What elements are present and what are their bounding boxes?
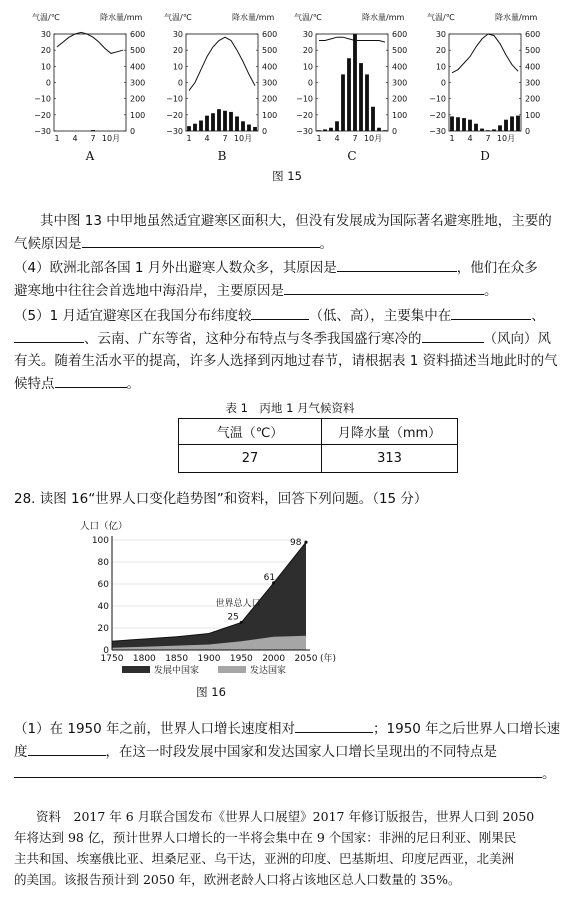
- precip-bar: [193, 124, 197, 131]
- q5-line4-text: 候特点: [14, 375, 55, 392]
- month-tick-label: 10月: [363, 134, 383, 143]
- temp-axis-label: 气温/℃: [294, 13, 322, 22]
- precip-tick-label: 600: [262, 30, 278, 39]
- month-tick-label: 7: [222, 134, 228, 143]
- plot-frame: [316, 34, 388, 131]
- temperature-curve: [189, 37, 255, 90]
- figure-15-caption: 图 15: [272, 169, 302, 183]
- precip-bar: [492, 129, 496, 131]
- month-tick-label: 1: [316, 134, 322, 143]
- q5-line1-mid: （低、高），主要集中在: [309, 308, 452, 324]
- temperature-curve: [57, 32, 123, 53]
- q28-text: 28. 读图 16“世界人口变化趋势图”和资料，回答下列问题。（15 分）: [14, 491, 428, 507]
- fig13-line2-end: 。: [319, 235, 333, 252]
- precip-bar: [377, 128, 381, 131]
- temp-tick-label: −20: [34, 110, 51, 120]
- precip-bar: [329, 128, 333, 131]
- fig13-line1: 其中图 13 中甲地虽然适宜避寒区面积大，但没有发展成为国际著名避寒胜地，主要的: [40, 213, 552, 229]
- precip-bar: [187, 126, 191, 131]
- month-tick-label: 7: [352, 134, 358, 143]
- material-line1: 资料 2017 年 6 月联合国发布《世界人口展望》2017 年修订版报告，世界人口到 2050: [36, 809, 535, 824]
- answer-blank-q5-wind[interactable]: [422, 328, 484, 343]
- precip-bar: [510, 116, 514, 131]
- temp-tick-label: −20: [166, 110, 183, 120]
- table-header-row: [179, 419, 458, 445]
- precip-bar: [474, 124, 478, 131]
- question-28-1: [14, 718, 570, 786]
- temperature-curve: [452, 34, 518, 73]
- precip-tick-label: 200: [525, 94, 541, 104]
- precip-bar: [91, 130, 95, 131]
- precip-tick-label: 0: [262, 127, 268, 136]
- precip-tick-label: 300: [392, 78, 408, 88]
- x-tick-label: 2050: [294, 654, 318, 664]
- month-tick-label: 10月: [496, 134, 516, 143]
- precip-tick-label: 400: [525, 62, 541, 72]
- legend-label-developed: 发达国家: [250, 666, 287, 676]
- q28-1-line1-tail: ；1950 年之后世界人口增长速: [373, 721, 561, 737]
- climate-chart-a: [30, 0, 165, 165]
- precip-tick-label: 200: [262, 94, 278, 104]
- series-label-total: 世界总人口: [215, 599, 261, 609]
- q28-1-line2-tail: ，在这一时段发展中国家和发达国家人口增长呈现出的不同特点是: [105, 743, 497, 760]
- precip-tick-label: 200: [130, 94, 146, 104]
- y-tick-label: 80: [97, 558, 109, 568]
- chart-letter-label: A: [85, 149, 95, 163]
- month-tick-label: 4: [334, 134, 340, 143]
- table-cell-precip: 313: [322, 445, 458, 473]
- temp-axis-label: 气温/℃: [164, 13, 192, 22]
- month-tick-label: 1: [186, 134, 192, 143]
- climate-chart-b: [162, 0, 297, 165]
- figure-16: [78, 518, 368, 684]
- q5-line1-text: （5）1 月适宜避寒区在我国分布纬度较: [14, 308, 252, 324]
- data-label-2000: 61: [263, 572, 276, 583]
- q5-line4-tail: 。: [126, 375, 140, 392]
- q28-1-line1-text: （1）在 1950 年之前，世界人口增长速度相对: [14, 721, 296, 737]
- precip-tick-label: 100: [262, 110, 278, 120]
- x-tick-label: 1850: [165, 654, 189, 664]
- temp-tick-label: 20: [172, 46, 183, 56]
- temp-tick-label: 20: [302, 46, 313, 56]
- table-header-precip: 月降水量（mm）: [322, 419, 458, 445]
- precip-bar: [199, 120, 203, 131]
- table-1: [178, 418, 458, 473]
- q28-1-line2-text: 度: [14, 743, 28, 760]
- temp-tick-label: 0: [307, 78, 313, 88]
- legend-label-developing: 发展中国家: [154, 666, 200, 676]
- temp-tick-label: −30: [34, 127, 51, 136]
- precip-bar: [365, 74, 369, 131]
- temp-tick-label: 10: [40, 62, 51, 72]
- plot-frame: [54, 34, 126, 131]
- q5-line2-tail: （风向）风: [483, 330, 551, 347]
- precip-tick-label: 600: [130, 30, 146, 39]
- question-4: [14, 257, 570, 302]
- temp-tick-label: −20: [296, 110, 313, 120]
- question-fig13: [14, 210, 570, 255]
- precip-bar: [480, 129, 484, 131]
- answer-blank-q4-reason[interactable]: [337, 257, 457, 272]
- precip-tick-label: 200: [392, 94, 408, 104]
- x-tick-label: 2000: [262, 654, 286, 664]
- month-tick-label: 10月: [233, 134, 253, 143]
- precip-bar: [317, 130, 321, 131]
- temperature-curve: [319, 37, 385, 42]
- temp-tick-label: 20: [435, 46, 446, 56]
- y-tick-label: 60: [97, 580, 109, 590]
- precip-bar: [516, 116, 520, 131]
- precip-tick-label: 400: [262, 62, 278, 72]
- fig13-line2-label: 气候原因是: [14, 235, 82, 252]
- precip-bar: [383, 130, 387, 131]
- temp-axis-label: 气温/℃: [32, 13, 60, 22]
- temp-tick-label: 10: [302, 62, 313, 72]
- y-tick-label: 100: [91, 536, 109, 546]
- temp-tick-label: 30: [435, 30, 446, 39]
- precip-tick-label: 100: [130, 110, 146, 120]
- precip-bar: [371, 107, 375, 131]
- answer-blank-q5-latitude[interactable]: [251, 305, 309, 320]
- x-tick-label: 1950: [229, 654, 253, 664]
- temp-tick-label: −10: [34, 94, 51, 104]
- precip-tick-label: 100: [392, 110, 408, 120]
- q5-line1-sep: 、: [531, 308, 545, 324]
- legend-swatch-developed: [218, 666, 246, 673]
- precip-bar: [353, 34, 357, 131]
- precip-bar: [247, 125, 251, 131]
- legend-swatch-developing: [122, 666, 150, 673]
- month-tick-label: 1: [54, 134, 60, 143]
- precip-tick-label: 300: [130, 78, 146, 88]
- temp-tick-label: 20: [40, 46, 51, 56]
- precip-bar: [241, 121, 245, 131]
- data-point-2050: [304, 541, 307, 544]
- temp-tick-label: 30: [172, 30, 183, 39]
- answer-blank-q4-mediterranean[interactable]: [284, 280, 484, 295]
- precip-bar: [217, 109, 221, 131]
- material-line2: 年将达到 98 亿，预计世界人口增长的一半将会集中在 9 个国家：非洲的尼日利亚、刚果民: [14, 830, 517, 845]
- precip-axis-label: 降水量/mm: [100, 13, 143, 22]
- precip-tick-label: 400: [130, 62, 146, 72]
- precip-axis-label: 降水量/mm: [232, 13, 275, 22]
- precip-tick-label: 0: [525, 127, 531, 136]
- temp-tick-label: −10: [296, 94, 313, 104]
- y-axis-label: 人口（亿）: [80, 521, 128, 532]
- month-tick-label: 4: [467, 134, 473, 143]
- month-tick-label: 4: [204, 134, 210, 143]
- climate-chart-d: [425, 0, 560, 165]
- table-cell-temp: 27: [179, 445, 322, 473]
- q4-line1-text: （4）欧洲北部各国 1 月外出避寒人数众多，其原因是: [14, 260, 337, 276]
- y-tick-label: 20: [97, 624, 109, 634]
- question-28-stem: [14, 488, 570, 511]
- temp-tick-label: 30: [40, 30, 51, 39]
- precip-bar: [486, 130, 490, 131]
- answer-blank-28-1-features[interactable]: [14, 763, 542, 778]
- q4-line2-text: 避寒地中往往会首选地中海沿岸，主要原因是: [14, 282, 284, 299]
- precip-bar: [504, 120, 508, 131]
- precip-bar: [223, 111, 227, 131]
- table-row: [179, 445, 458, 473]
- q4-line2-tail: 。: [484, 282, 498, 299]
- month-tick-label: 1: [449, 134, 455, 143]
- temp-tick-label: 10: [435, 62, 446, 72]
- temp-tick-label: 10: [172, 62, 183, 72]
- temp-tick-label: −30: [296, 127, 313, 136]
- precip-bar: [468, 120, 472, 131]
- temp-tick-label: 0: [440, 78, 446, 88]
- q4-line1-tail: ，他们在众多: [456, 260, 538, 276]
- temp-axis-label: 气温/℃: [427, 13, 455, 22]
- material-line4: 的美国。该报告预计到 2050 年，欧洲老龄人口将占该地区总人口数量的 35%。: [14, 872, 461, 887]
- precip-tick-label: 0: [130, 127, 136, 136]
- month-tick-label: 7: [485, 134, 491, 143]
- precip-axis-label: 降水量/mm: [362, 13, 405, 22]
- month-tick-label: 7: [90, 134, 96, 143]
- figure-16-caption: 图 16: [196, 685, 226, 699]
- table-header-temp: 气温（℃）: [179, 419, 322, 445]
- precip-bar: [347, 58, 351, 131]
- precip-bar: [323, 129, 327, 131]
- answer-blank-28-1-before1950[interactable]: [295, 718, 373, 733]
- precip-tick-label: 500: [392, 46, 408, 56]
- answer-blank-climate-reason[interactable]: [82, 233, 320, 248]
- x-tick-label: 1800: [132, 654, 156, 664]
- temp-tick-label: −20: [429, 110, 446, 120]
- precip-tick-label: 300: [262, 78, 278, 88]
- precip-tick-label: 600: [392, 30, 408, 39]
- q5-line3: 有关。随着生活水平的提高，许多人选择到丙地过春节，请根据表 1 资料描述当地此时的气: [14, 353, 558, 369]
- answer-blank-28-1-after1950[interactable]: [28, 741, 106, 756]
- precip-tick-label: 0: [392, 127, 398, 136]
- precip-bar: [335, 121, 339, 131]
- material-line3: 主共和国、埃塞俄比亚、坦桑尼亚、乌干达，亚洲的印度、巴基斯坦、印度尼西亚，北美洲: [14, 851, 515, 866]
- precip-bar: [211, 113, 215, 131]
- precip-tick-label: 500: [262, 46, 278, 56]
- precip-bar: [462, 118, 466, 131]
- y-tick-label: 0: [103, 646, 109, 656]
- data-point-1950: [240, 621, 243, 624]
- precip-bar: [456, 117, 460, 131]
- data-label-2050: 98: [290, 538, 302, 549]
- temp-tick-label: 0: [177, 78, 183, 88]
- precip-tick-label: 100: [525, 110, 541, 120]
- q5-line2-text: 、云南、广东等省，这种分布特点与冬季我国盛行寒冷的: [84, 330, 422, 347]
- precip-bar: [205, 116, 209, 131]
- answer-blank-q5-province1[interactable]: [451, 305, 531, 320]
- x-axis-unit: (年): [320, 654, 337, 664]
- chart-letter-label: D: [480, 149, 490, 163]
- precip-tick-label: 400: [392, 62, 408, 72]
- temp-tick-label: −30: [429, 127, 446, 136]
- population-chart: [78, 518, 368, 680]
- precip-tick-label: 600: [525, 30, 541, 39]
- precip-tick-label: 500: [525, 46, 541, 56]
- precip-bar: [450, 116, 454, 131]
- table-1-title: 表 1 丙地 1 月气候资料: [225, 401, 355, 415]
- material-text: [14, 806, 570, 890]
- month-tick-label: 4: [72, 134, 78, 143]
- temp-tick-label: 0: [45, 78, 51, 88]
- precip-bar: [229, 112, 233, 131]
- temp-tick-label: 30: [302, 30, 313, 39]
- data-label-1950: 25: [227, 612, 239, 623]
- month-tick-label: 10月: [101, 134, 121, 143]
- precip-bar: [359, 63, 363, 131]
- precip-tick-label: 300: [525, 78, 541, 88]
- q28-1-line3-tail: 。: [542, 766, 556, 782]
- answer-blank-q5-features[interactable]: [55, 373, 127, 388]
- precip-tick-label: 500: [130, 46, 146, 56]
- x-tick-label: 1900: [197, 654, 221, 664]
- precip-bar: [498, 125, 502, 131]
- plot-frame: [186, 34, 258, 131]
- climate-chart-c: [292, 0, 427, 165]
- temp-tick-label: −10: [166, 94, 183, 104]
- chart-letter-label: B: [217, 149, 227, 163]
- temp-tick-label: −10: [429, 94, 446, 104]
- question-5: [14, 305, 570, 395]
- y-tick-label: 40: [97, 602, 109, 612]
- chart-letter-label: C: [347, 149, 357, 163]
- precip-axis-label: 降水量/mm: [495, 13, 538, 22]
- x-tick-label: 1750: [100, 654, 124, 664]
- answer-blank-q5-province2[interactable]: [14, 328, 84, 343]
- precip-bar: [235, 116, 239, 131]
- temp-tick-label: −30: [166, 127, 183, 136]
- precip-bar: [253, 127, 257, 131]
- precip-bar: [341, 74, 345, 131]
